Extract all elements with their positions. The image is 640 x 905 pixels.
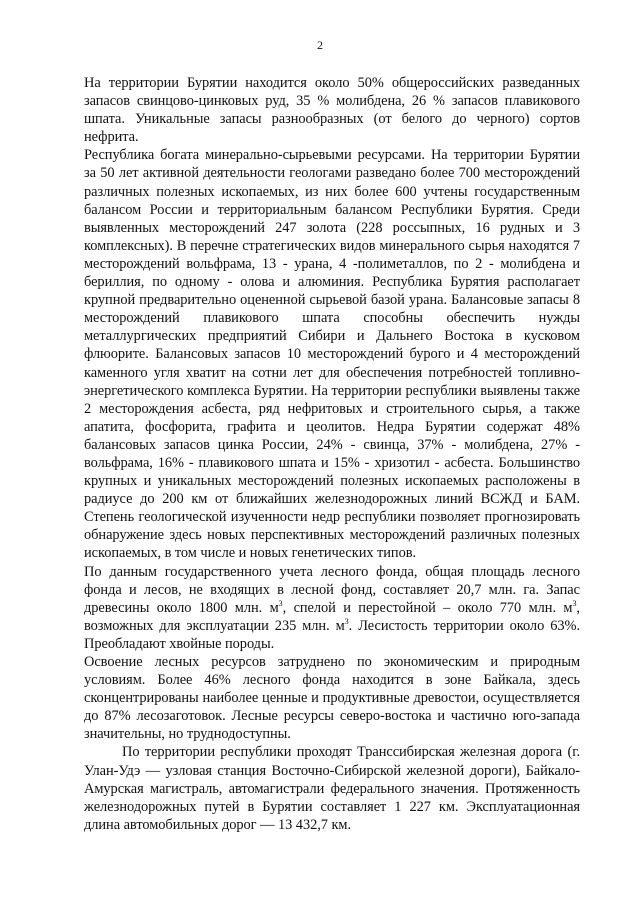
document-body xyxy=(84,74,580,834)
cubic-superscript: 3 xyxy=(572,598,577,608)
forest-text-part-3: , возможных для эксплуатации 235 млн. м xyxy=(84,599,580,634)
paragraph-transport: По территории республики проходят Транссибирская железная дорога (г. Улан-Удэ — узловая станция Восточно-Сибирской железной дороги), Байкало-Амурская магистраль, автомагистрали федерального значения. Протяженность железнодорожных путей в Бурятии составляет 1 227 км. Эксплуатационная длина автомобильных дорог — 13 432,7 км. xyxy=(84,744,580,833)
paragraph-mineral-resources: Республика богата минерально-сырьевыми ресурсами. На территории Бурятии за 50 лет активной деятельности геологами разведано более 700 месторождений различных полезных ископаемых, из них более 600 учтены государственным балансом России и территориальным балансом Республики Бурятия. Среди выявленных месторождений 247 золота (228 россыпных, 16 рудных и 3 комплексных). В перечне стратегических видов минерального сырья находятся 7 месторождений вольфрама, 13 - урана, 4 -полиметаллов, по 2 - молибдена и бериллия, по одному - олова и алюминия. Республика Бурятия располагает крупной предварительно оцененной сырьевой базой урана. Балансовые запасы 8 месторождений плавикового шпата способны обеспечить нужды металлургических предприятий Сибири и Дальнего Востока в кусковом флюорите. Балансовых запасов 10 месторождений бурого и 4 месторождений каменного угля хватит на сотни лет для обеспечения потребностей топливно-энергетического комплекса Бурятии. На территории республики выявлены также 2 месторождения асбеста, ряд нефритовых и строительного сырья, а также апатита, фосфорита, графита и цеолитов. Недра Бурятии содержат 48% балансовых запасов цинка России, 24% - свинца, 37% - молибдена, 27% - вольфрама, 16% - плавикового шпата и 15% - хризотил - асбеста. Большинство крупных и уникальных месторождений полезных ископаемых расположены в радиусе до 200 км от ближайших железнодорожных линий ВСЖД и БАМ. Степень геологической изученности недр республики позволяет прогнозировать обнаружение здесь новых перспективных месторождений различных полезных ископаемых, в том числе и новых генетических типов. xyxy=(84,147,580,562)
paragraph-forest-development: Освоение лесных ресурсов затруднено по экономическим и природным условиям. Более 46% лесного фонда находится в зоне Байкала, здесь сконцентрированы наиболее ценные и продуктивные древостои, осуществляется до 87% лесозаготовок. Лесные ресурсы северо-востока и частично юго-запада значительны, но труднодоступны. xyxy=(84,654,580,743)
cubic-superscript: 3 xyxy=(344,616,349,626)
paragraph-forest-fund xyxy=(84,563,580,653)
paragraph-mineral-reserves: На территории Бурятии находится около 50% общероссийских разведанных запасов свинцово-цинковых руд, 35 % молибдена, 26 % запасов плавикового шпата. Уникальные запасы разнообразных (от белого до черного) сортов нефрита. xyxy=(84,75,580,146)
cubic-superscript: 3 xyxy=(278,598,283,608)
forest-text-part-2: , спелой и перестойной – около 770 млн. м xyxy=(282,599,573,616)
page-number: 2 xyxy=(317,38,323,52)
forest-text-part-4: . Лесистость территории около 63%. Преобладают хвойные породы. xyxy=(84,617,580,652)
forest-text-part-1: По данным государственного учета лесного фонда, общая площадь лесного фонда и лесов, не входящих в лесной фонд, составляет 20,7 млн. га. Запас древесины около 1800 млн. м xyxy=(84,563,580,616)
